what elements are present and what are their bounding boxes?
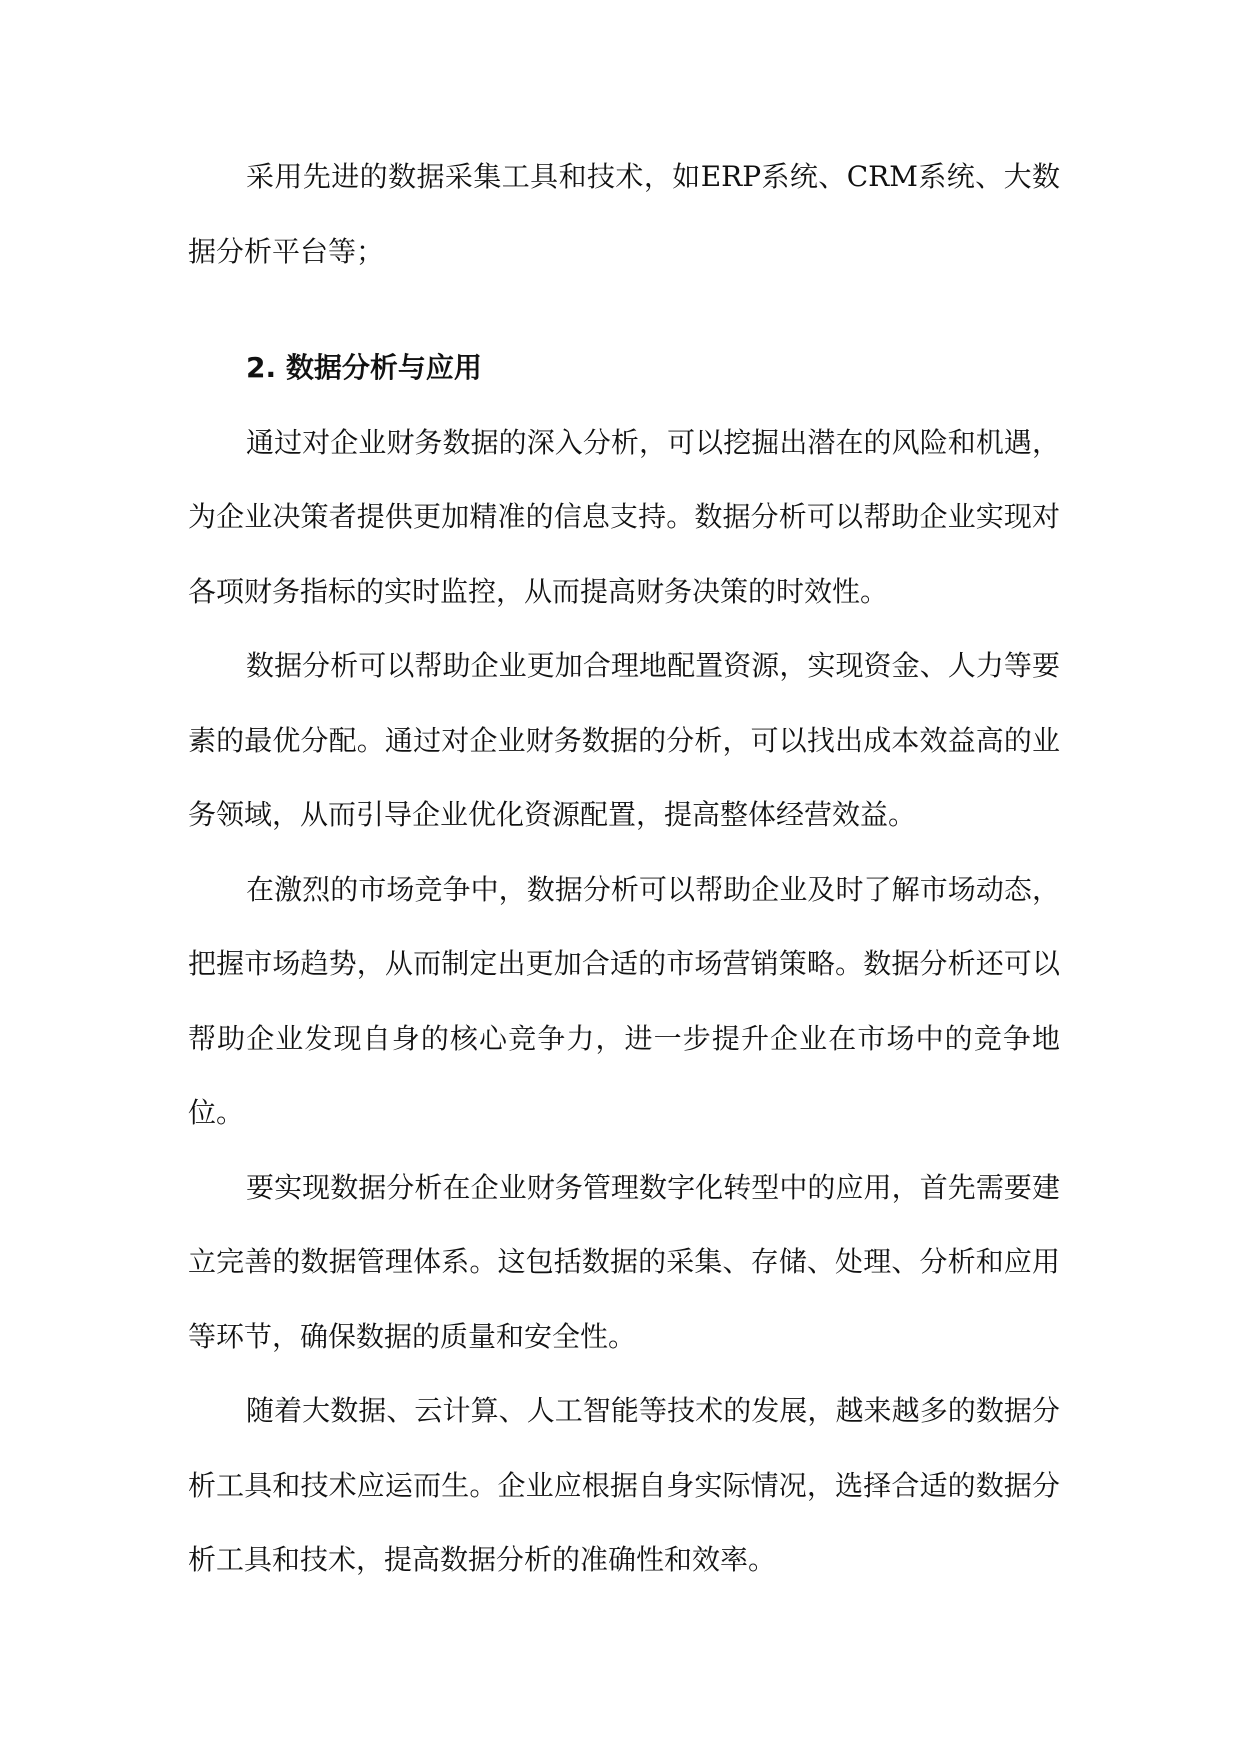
body-paragraph-3: 在激烈的市场竞争中，数据分析可以帮助企业及时了解市场动态，把握市场趋势，从而制定出更加合适的市场营销策略。数据分析还可以帮助企业发现自身的核心竞争力，进一步提升企业在市场中的竞争地位。 [188,872,1060,1129]
body-paragraph-2: 数据分析可以帮助企业更加合理地配置资源，实现资金、人力等要素的最优分配。通过对企业财务数据的分析，可以找出成本效益高的业务领域，从而引导企业优化资源配置，提高整体经营效益。 [188,649,1060,831]
body-paragraph-4: 要实现数据分析在企业财务管理数字化转型中的应用，首先需要建立完善的数据管理体系。这包括数据的采集、存储、处理、分析和应用等环节，确保数据的质量和安全性。 [188,1170,1060,1353]
intro-paragraph: 采用先进的数据采集工具和技术，如ERP系统、CRM系统、大数据分析平台等； [188,160,1060,268]
body-paragraph-5: 随着大数据、云计算、人工智能等技术的发展，越来越多的数据分析工具和技术应运而生。企业应根据自身实际情况，选择合适的数据分析工具和技术，提高数据分析的准确性和效率。 [188,1394,1060,1576]
body-paragraph-1: 通过对企业财务数据的深入分析，可以挖掘出潜在的风险和机遇，为企业决策者提供更加精准的信息支持。数据分析可以帮助企业实现对各项财务指标的实时监控，从而提高财务决策的时效性。 [188,425,1060,608]
spacer [188,289,1060,331]
section-heading: 2. 数据分析与应用 [246,351,482,384]
document-body [188,140,1060,1598]
